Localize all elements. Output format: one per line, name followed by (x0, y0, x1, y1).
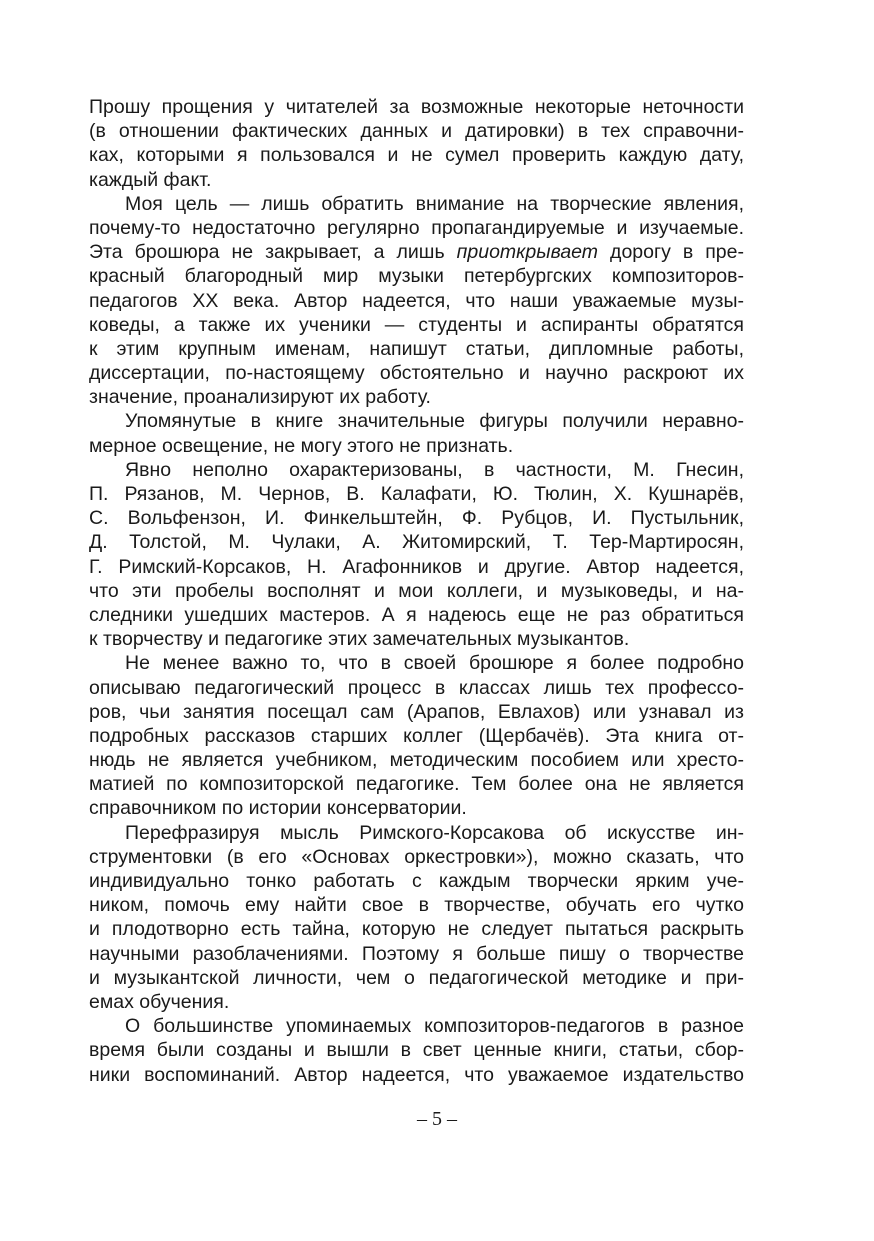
text-line: почему-то недостаточно регулярно пропагандируемые и изучаемые. (89, 216, 744, 239)
text-line: диссертации, по-настоящему обстоятельно и научно раскроют их (89, 362, 744, 385)
text-line: нюдь не является учебником, методическим пособием или хресто- (89, 749, 744, 772)
text-line: к творчеству и педагогике этих замечательных музыкантов. (89, 628, 630, 651)
text-line: время были созданы и вышли в свет ценные книги, статьи, сбор- (89, 1039, 744, 1062)
text-line: ров, чьи занятия посещал сам (Арапов, Евлахов) или узнавал из (89, 700, 744, 723)
text-line: (в отношении фактических данных и датировки) в тех справочни- (89, 120, 744, 143)
text-line: описываю педагогический процесс в классах лишь тех профессо- (89, 676, 744, 699)
text-line: Г. Римский-Корсаков, Н. Агафонников и другие. Автор надеется, (89, 555, 744, 578)
text-line: Перефразируя мысль Римского-Корсакова об искусстве ин- (125, 821, 744, 844)
text-line: Моя цель — лишь обратить внимание на творческие явления, (125, 192, 744, 215)
text-line: С. Вольфензон, И. Финкельштейн, Ф. Рубцов, И. Пустыльник, (89, 507, 744, 530)
text-line: красный благородный мир музыки петербургских композиторов- (89, 265, 744, 288)
text-line: Эта брошюра не закрывает, а лишь приоткрывает дорогу в пре- (89, 241, 744, 264)
text-line: к этим крупным именам, напишут статьи, дипломные работы, (89, 337, 744, 360)
text-line: научными разоблачениями. Поэтому я больше пишу о творчестве (89, 942, 744, 965)
text-line: мерное освещение, не могу этого не признать. (89, 434, 514, 457)
text-line: емах обучения. (89, 990, 230, 1013)
text-line: справочником по истории консерватории. (89, 797, 467, 820)
text-line: педагогов XX века. Автор надеется, что наши уважаемые музы- (89, 289, 744, 312)
text-line: струментовки (в его «Основах оркестровки»), можно сказать, что (89, 845, 744, 868)
text-line: Не менее важно то, что в своей брошюре я более подробно (125, 652, 744, 675)
text-line: ках, которыми я пользовался и не сумел проверить каждую дату, (89, 144, 744, 167)
text-line: и музыкантской личности, чем о педагогической методике и при- (89, 966, 744, 989)
text-line: Прошу прощения у читателей за возможные некоторые неточности (89, 96, 744, 118)
text-line: коведы, а также их ученики — студенты и аспиранты обратятся (89, 313, 744, 336)
text-line: что эти пробелы восполнят и мои коллеги, и музыковеды, и на- (89, 579, 744, 602)
page-body (89, 95, 744, 1087)
text-line: следники ушедших мастеров. А я надеюсь еще не раз обратиться (89, 603, 744, 626)
text-line: подробных рассказов старших коллег (Щербачёв). Эта книга от- (89, 724, 744, 747)
text-line: ники воспоминаний. Автор надеется, что уважаемое издательство (89, 1063, 744, 1086)
text-line: и плодотворно есть тайна, которую не следует пытаться раскрыть (89, 918, 744, 941)
text-line: каждый факт. (89, 168, 212, 191)
text-line: индивидуально тонко работать с каждым творчески ярким уче- (89, 870, 744, 892)
text-line: ником, помочь ему найти свое в творчестве, обучать его чутко (89, 894, 744, 917)
text-line: значение, проанализируют их работу. (89, 386, 431, 409)
page-number: – 5 – (417, 1108, 457, 1130)
text-line: Явно неполно охарактеризованы, в частности, М. Гнесин, (125, 458, 744, 481)
text-line: Упомянутые в книге значительные фигуры получили неравно- (125, 410, 744, 433)
text-line: П. Рязанов, М. Чернов, В. Калафати, Ю. Тюлин, Х. Кушнарёв, (89, 483, 744, 505)
text-line: матией по композиторской педагогике. Тем более она не является (89, 773, 744, 796)
text-line: О большинстве упоминаемых композиторов-педагогов в разное (125, 1015, 744, 1038)
text-line: Д. Толстой, М. Чулаки, А. Житомирский, Т. Тер-Мартиросян, (89, 531, 744, 554)
